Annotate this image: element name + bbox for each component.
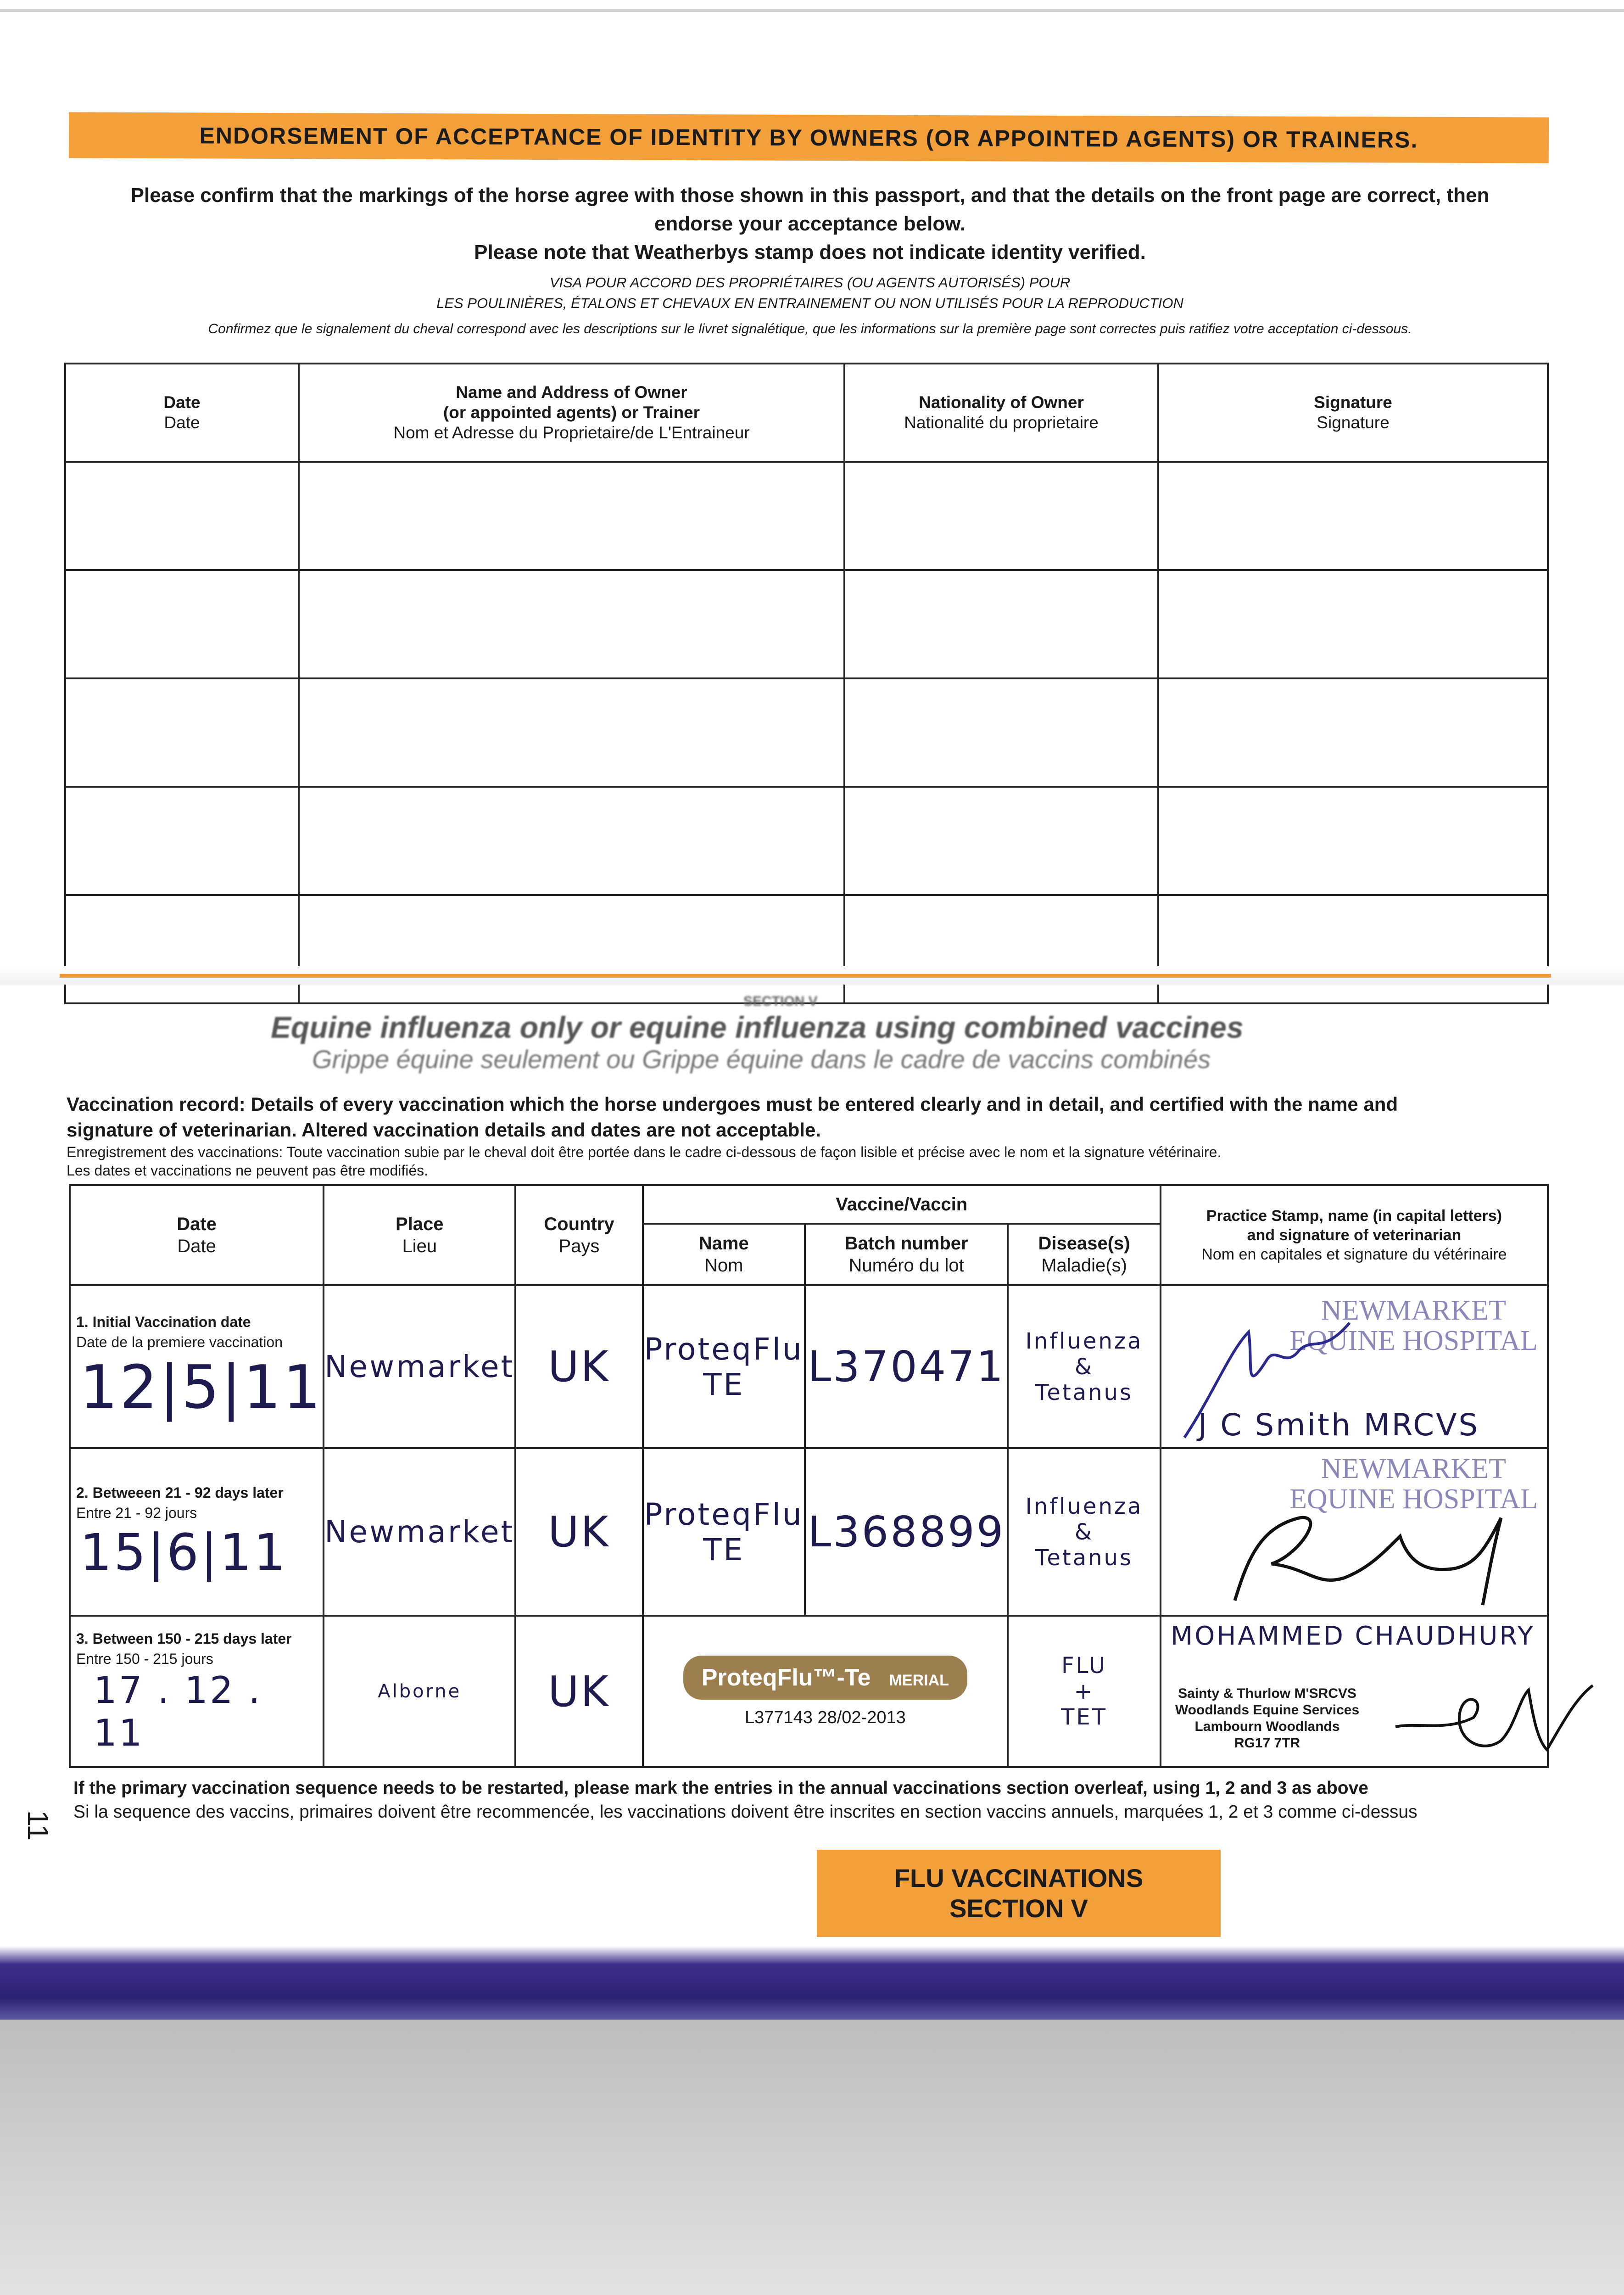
row-vaccine-sticker [643, 1616, 1008, 1767]
vet-signature-3 [1382, 1672, 1602, 1763]
cell [65, 462, 299, 570]
header-name-address: Name and Address of Owner (or appointed agents) or Trainer Nom et Adresse du Proprietaire/de L'Entraineur [299, 364, 844, 462]
endorsement-table [64, 363, 1549, 1004]
cell [844, 678, 1158, 787]
row-practice-stamp [1161, 1448, 1548, 1616]
cell [299, 895, 844, 1003]
vet-signature-2 [1207, 1500, 1538, 1610]
row-date-cell [70, 1616, 324, 1767]
vaccination-row [70, 1285, 1548, 1448]
endorsement-row [65, 895, 1548, 1003]
vaccination-row [70, 1616, 1548, 1767]
vaccination-row [70, 1448, 1548, 1616]
disease-text-2: + [1074, 1679, 1094, 1704]
header-country: Country Pays [515, 1185, 642, 1285]
header-place: Place Lieu [324, 1185, 515, 1285]
disease-text-3: Tetanus [1035, 1379, 1133, 1405]
section-label-box [817, 1850, 1221, 1937]
hospital-stamp: NEWMARKET EQUINE HOSPITAL [1289, 1295, 1538, 1356]
row-date-cell [70, 1448, 324, 1616]
header-nationality: Nationality of Owner Nationalité du proprietaire [844, 364, 1158, 462]
vaccine-sticker: ProteqFlu™-Te MERIAL [683, 1656, 967, 1700]
row-practice-stamp [1161, 1616, 1548, 1767]
cell [299, 787, 844, 895]
footer-note-fr: Si la sequence des vaccins, primaires doivent être recommencée, les vaccinations doivent être inscrites en section vaccins annuels, marquées 1, 2 et 3 comme ci-dessus [73, 1802, 1418, 1822]
top-edge-line [0, 9, 1624, 12]
disease-text-1: FLU [1061, 1653, 1107, 1679]
row-label: 1. Initial Vaccination date Date de la premiere vaccination [76, 1313, 283, 1350]
row-place [324, 1285, 515, 1448]
disease-text-1: Influenza [1025, 1493, 1143, 1519]
endorsement-banner: ENDORSEMENT OF ACCEPTANCE OF IDENTITY BY OWNERS (OR APPOINTED AGENTS) OR TRAINERS. [69, 112, 1549, 163]
cell [844, 895, 1158, 1003]
endorsement-row [65, 570, 1548, 678]
row-date: 12|5|11 [80, 1352, 323, 1422]
row-date: 15|6|11 [80, 1523, 288, 1582]
box-line-2: SECTION V [949, 1894, 1088, 1923]
place-text: Newmarket [324, 1349, 515, 1384]
endorsement-row [65, 678, 1548, 787]
header-signature: Signature Signature [1158, 364, 1548, 462]
cell [844, 787, 1158, 895]
row-country [515, 1616, 642, 1767]
record-line-1: Vaccination record: Details of every vaccination which the horse undergoes must be entered clearly and in detail, and certified with the name and [67, 1093, 1398, 1115]
header-vaccine-name: Name Nom [643, 1224, 805, 1285]
cell [1158, 678, 1548, 787]
record-line-2: signature of veterinarian. Altered vaccination details and dates are not acceptable. [67, 1119, 821, 1141]
row-country [515, 1448, 642, 1616]
endorsement-header-row [65, 364, 1548, 462]
record-french-1: Enregistrement des vaccinations: Toute vaccination subie par le cheval doit être portée dans le cadre ci-dessous de façon lisible et précise avec le nom et la signature vétérinaire. [67, 1144, 1222, 1160]
cell [844, 462, 1158, 570]
row-batch [805, 1448, 1008, 1616]
vaccine-name-text: ProteqFlu [644, 1496, 804, 1532]
country-text: UK [548, 1507, 610, 1556]
visa-line-1: VISA POUR ACCORD DES PROPRIÉTAIRES (OU AGENTS AUTORISÉS) POUR [549, 274, 1071, 291]
footer-note-en: If the primary vaccination sequence needs to be restarted, please mark the entries in the annual vaccinations section overleaf, using 1, 2 and 3 as above [73, 1778, 1368, 1798]
row-batch [805, 1285, 1008, 1448]
practice-stamp: Sainty & Thurlow M'SRCVS Woodlands Equine Services Lambourn Woodlands RG17 7TR [1175, 1686, 1360, 1751]
row-label: 3. Between 150 - 215 days later Entre 150 - 215 jours [76, 1630, 292, 1667]
header-date: Date Date [65, 364, 299, 462]
row-vaccine-name [643, 1448, 805, 1616]
country-text: UK [548, 1667, 610, 1716]
header-disease: Disease(s) Maladie(s) [1008, 1224, 1161, 1285]
visa-line-2: LES POULINIÈRES, ÉTALONS ET CHEVAUX EN ENTRAINEMENT OU NON UTILISÉS POUR LA REPRODUCTION [436, 295, 1183, 311]
cell [65, 570, 299, 678]
header-batch: Batch number Numéro du lot [805, 1224, 1008, 1285]
country-text: UK [548, 1342, 610, 1391]
cell [844, 570, 1158, 678]
row-place [324, 1616, 515, 1767]
cell [299, 678, 844, 787]
section-title: Equine influenza only or equine influenza using combined vaccines [271, 1010, 1244, 1044]
header-practice-stamp: Practice Stamp, name (in capital letters) and signature of veterinarian Nom en capitales et signature du vétérinaire [1161, 1185, 1548, 1285]
section-label: SECTION V [743, 994, 818, 1009]
row-disease [1008, 1285, 1161, 1448]
purple-page-border [0, 1946, 1624, 2020]
row-label: 2. Betweeen 21 - 92 days later Entre 21 - 92 jours [76, 1484, 284, 1521]
cell [299, 570, 844, 678]
cell [299, 462, 844, 570]
row-disease [1008, 1448, 1161, 1616]
orange-divider [60, 974, 1551, 978]
vaccine-header-row-1 [70, 1185, 1548, 1224]
page-number: 11 [22, 1810, 55, 1841]
header-vaccine: Vaccine/Vaccin [643, 1185, 1161, 1224]
endorsement-row [65, 787, 1548, 895]
disease-text-2: & [1074, 1519, 1094, 1545]
row-practice-stamp [1161, 1285, 1548, 1448]
cell [1158, 570, 1548, 678]
intro-line-3: Please note that Weatherbys stamp does not indicate identity verified. [474, 241, 1146, 263]
row-date-cell [70, 1285, 324, 1448]
batch-text: L370471 [807, 1342, 1005, 1391]
vaccination-table [69, 1184, 1549, 1768]
batch-text: L368899 [807, 1507, 1005, 1556]
vaccine-name-text-2: TE [703, 1532, 745, 1567]
row-vaccine-name [643, 1285, 805, 1448]
intro-line-2: endorse your acceptance below. [654, 213, 966, 235]
intro-line-1: Please confirm that the markings of the horse agree with those shown in this passport, and that the details on the front page are correct, then [130, 184, 1490, 207]
row-place [324, 1448, 515, 1616]
endorsement-row [65, 462, 1548, 570]
header-date: Date Date [70, 1185, 324, 1285]
place-text: Alborne [378, 1681, 462, 1702]
cell [65, 787, 299, 895]
vet-name-3: MOHAMMED CHAUDHURY [1170, 1621, 1535, 1651]
row-disease [1008, 1616, 1161, 1767]
row-date: 17 . 12 . 11 [94, 1669, 262, 1754]
vaccine-name-text-2: TE [703, 1366, 745, 1402]
lot-number: L377143 28/02-2013 [744, 1707, 906, 1727]
disease-text-3: TET [1061, 1704, 1108, 1730]
cell [65, 678, 299, 787]
hospital-stamp: NEWMARKET EQUINE HOSPITAL [1289, 1453, 1538, 1515]
cell [1158, 787, 1548, 895]
scanner-background [0, 2020, 1624, 2295]
vaccine-name-text: ProteqFlu [644, 1331, 804, 1367]
confirm-french: Confirmez que le signalement du cheval correspond avec les descriptions sur le livret signalétique, que les informations sur la première page sont correctes puis ratifiez votre acceptation ci-dessous. [208, 321, 1412, 336]
box-line-1: FLU VACCINATIONS [894, 1864, 1144, 1892]
disease-text-1: Influenza [1025, 1328, 1143, 1354]
cell [65, 895, 299, 1003]
place-text: Newmarket [324, 1514, 515, 1550]
row-country [515, 1285, 642, 1448]
section-subtitle: Grippe équine seulement ou Grippe équine dans le cadre de vaccins combinés [312, 1045, 1211, 1074]
cell [1158, 462, 1548, 570]
disease-text-3: Tetanus [1035, 1545, 1133, 1571]
record-french-2: Les dates et vaccinations ne peuvent pas être modifiés. [67, 1162, 429, 1179]
disease-text-2: & [1074, 1354, 1094, 1380]
cell [1158, 895, 1548, 1003]
vet-name-1: J C Smith MRCVS [1198, 1407, 1480, 1443]
